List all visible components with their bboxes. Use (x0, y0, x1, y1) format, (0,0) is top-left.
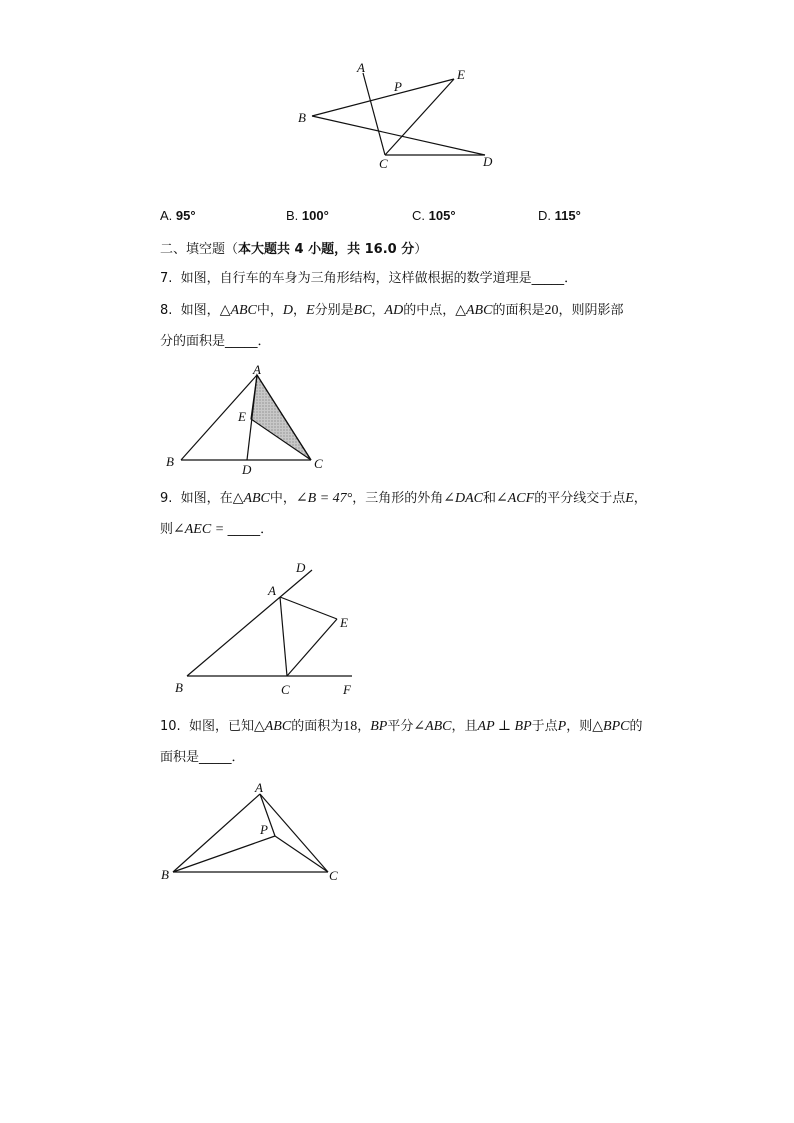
shaded-triangle-aec (251, 375, 311, 460)
segment-ac (280, 597, 287, 676)
ray-bd (187, 570, 312, 676)
section-header: 二、填空题（本大题共 4 小题，共 16.0 分） (160, 242, 428, 257)
segment-bp (173, 836, 275, 872)
segment-ce (287, 619, 337, 676)
option-a: A. 95° (160, 208, 196, 223)
label-b: B (166, 454, 174, 469)
label-e: E (340, 615, 348, 630)
label-a: A (357, 60, 365, 75)
label-a: A (268, 583, 276, 598)
label-b: B (298, 110, 306, 125)
label-p: P (394, 79, 402, 94)
option-d: D. 115° (538, 208, 581, 223)
q10-figure (158, 780, 348, 888)
label-c: C (329, 868, 338, 883)
question-8-line2: 分的面积是_____． (160, 334, 271, 349)
option-b: B. 100° (286, 208, 329, 223)
q9-figure (170, 556, 370, 698)
label-f: F (343, 682, 351, 697)
question-10-line2: 面积是_____． (160, 750, 245, 765)
label-d: D (242, 462, 252, 475)
segment-ac (260, 794, 328, 872)
label-c: C (281, 682, 290, 697)
label-e: E (457, 67, 465, 82)
segment-ae (280, 597, 337, 619)
segment-bd (312, 116, 485, 155)
label-p: P (260, 822, 268, 837)
question-9-line2: 则∠AEC = _____． (160, 522, 274, 537)
label-e: E (238, 409, 246, 424)
question-9-line1: 9. 如图，在△ABC中，∠B = 47°，三角形的外角∠DAC和∠ACF的平分线交于点E， (160, 491, 647, 506)
label-c: C (314, 456, 323, 471)
label-c: C (379, 156, 388, 171)
option-c: C. 105° (412, 208, 456, 223)
q8-figure (160, 360, 340, 475)
label-d: D (296, 560, 306, 575)
label-a: A (255, 780, 263, 795)
label-d: D (483, 154, 493, 169)
segment-ac (363, 73, 385, 155)
question-8-line1: 8. 如图，△ABC中，D，E分别是BC，AD的中点，△ABC的面积是20，则阴影部 (160, 303, 624, 318)
segment-be (312, 79, 454, 116)
question-7: 7. 如图，自行车的车身为三角形结构，这样做根据的数学道理是_____． (160, 271, 578, 286)
question-10-line1: 10. 如图，已知△ABC的面积为18，BP平分∠ABC，且AP ⊥ BP于点P，则△BPC的 (160, 719, 643, 734)
label-b: B (161, 867, 169, 882)
label-a: A (253, 362, 261, 377)
top-figure (290, 58, 510, 178)
segment-ab (173, 794, 260, 872)
label-b: B (175, 680, 183, 695)
